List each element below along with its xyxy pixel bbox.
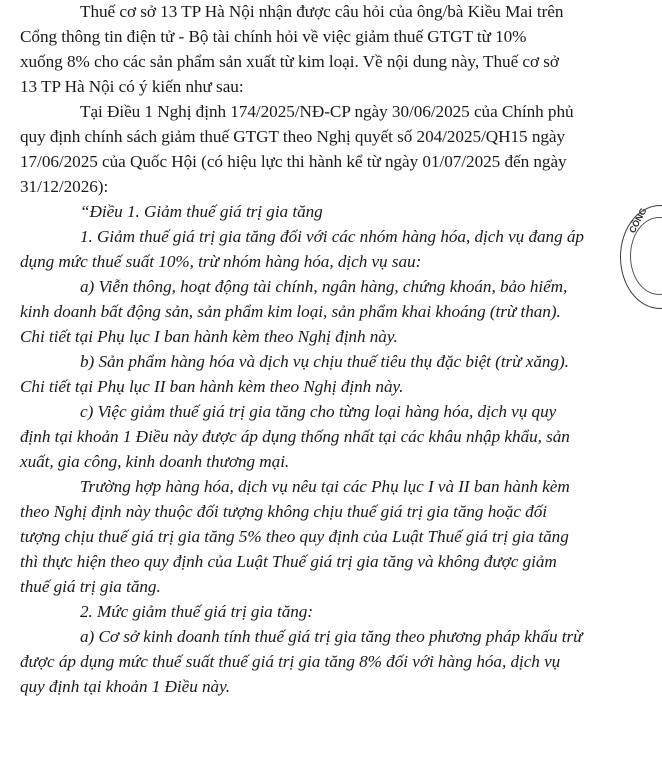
text-line: Trường hợp hàng hóa, dịch vụ nêu tại các Phụ lục I và II ban hành kèm (80, 477, 570, 496)
text-line: theo Nghị định này thuộc đối tượng không chịu thuế giá trị gia tăng hoặc đối (20, 502, 547, 521)
text-line: dụng mức thuế suất 10%, trừ nhóm hàng hóa, dịch vụ sau: (20, 252, 422, 271)
quote-heading: “Điều 1. Giảm thuế giá trị gia tăng (80, 202, 323, 221)
text-line: Chi tiết tại Phụ lục II ban hành kèm theo Nghị định này. (20, 377, 404, 396)
text-line: Thuế cơ sở 13 TP Hà Nội nhận được câu hỏi của ông/bà Kiều Mai trên (80, 2, 564, 21)
text-line: b) Sản phẩm hàng hóa và dịch vụ chịu thuế tiêu thụ đặc biệt (trừ xăng). (80, 352, 569, 371)
text-line: c) Việc giảm thuế giá trị gia tăng cho từng loại hàng hóa, dịch vụ quy (80, 402, 557, 421)
text-line: Cổng thông tin điện tử - Bộ tài chính hỏi về việc giảm thuế GTGT từ 10% (20, 27, 527, 46)
text-line: tượng chịu thuế giá trị gia tăng 5% theo quy định của Luật Thuế giá trị gia tăng (20, 527, 569, 546)
text-line: được áp dụng mức thuế suất thuế giá trị gia tăng 8% đối với hàng hóa, dịch vụ (20, 652, 561, 671)
text-line: quy định chính sách giảm thuế GTGT theo Nghị quyết số 204/2025/QH15 ngày (20, 127, 566, 146)
text-line: a) Cơ sở kinh doanh tính thuế giá trị gia tăng theo phương pháp khấu trừ (80, 627, 583, 646)
text-line: 31/12/2026): (20, 177, 109, 196)
text-line: xuất, gia công, kinh doanh thương mại. (20, 452, 290, 471)
text-line: 17/06/2025 của Quốc Hội (có hiệu lực thi hành kể từ ngày 01/07/2025 đến ngày (20, 152, 567, 171)
official-stamp (620, 205, 662, 309)
text-line: Chi tiết tại Phụ lục I ban hành kèm theo Nghị định này. (20, 327, 398, 346)
text-line: định tại khoản 1 Điều này được áp dụng thống nhất tại các khâu nhập khẩu, sản (20, 427, 570, 446)
text-line: Tại Điều 1 Nghị định 174/2025/NĐ-CP ngày 30/06/2025 của Chính phủ (80, 102, 574, 121)
text-line: xuống 8% cho các sản phẩm sản xuất từ kim loại. Về nội dung này, Thuế cơ sở (20, 52, 559, 71)
text-line: 1. Giảm thuế giá trị gia tăng đối với các nhóm hàng hóa, dịch vụ đang áp (80, 227, 584, 246)
text-line: 2. Mức giảm thuế giá trị gia tăng: (80, 602, 314, 621)
text-line: kinh doanh bất động sản, sản phẩm kim loại, sản phẩm khai khoáng (trừ than). (20, 302, 561, 321)
text-line: thuế giá trị gia tăng. (20, 577, 161, 596)
text-line: a) Viễn thông, hoạt động tài chính, ngân hàng, chứng khoán, bảo hiểm, (80, 277, 568, 296)
text-line: thì thực hiện theo quy định của Luật Thuế giá trị gia tăng và không được giảm (20, 552, 557, 571)
stamp-text: CÔNG (627, 206, 649, 235)
text-line: 13 TP Hà Nội có ý kiến như sau: (20, 77, 244, 96)
text-line: quy định tại khoản 1 Điều này. (20, 677, 230, 696)
